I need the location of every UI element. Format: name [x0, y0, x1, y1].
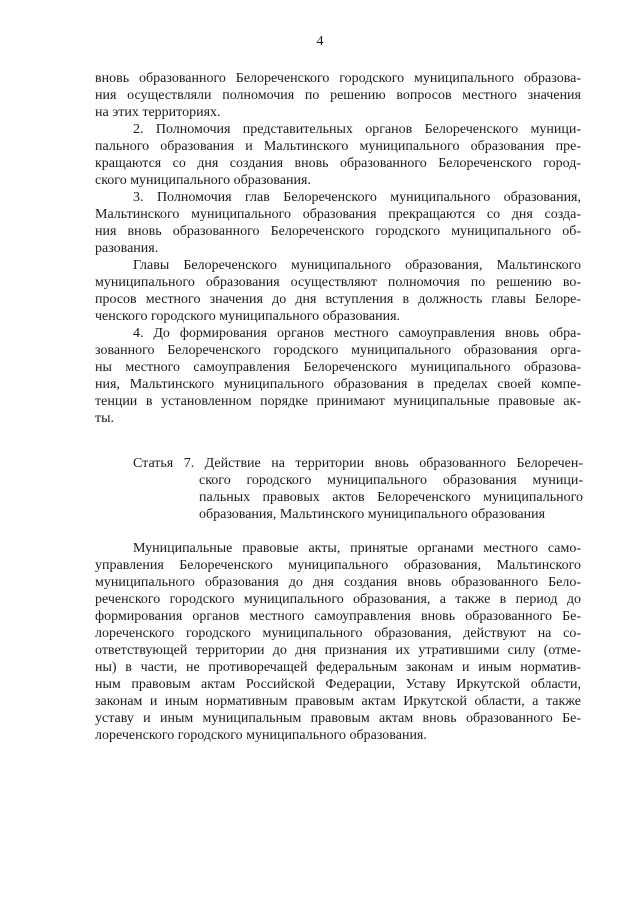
text-line: просов местного значения до дня вступления в должность главы Белоре- [95, 292, 581, 307]
article-7-heading [133, 455, 583, 523]
text-line: ответствующей территории до дня признания их утратившими силу (отме- [95, 643, 581, 658]
text-line: разования. [95, 241, 159, 256]
text-line: вновь образованного Белореченского городского муниципального образова- [95, 71, 581, 86]
text-line: муниципального образования до дня создания вновь образованного Бело- [95, 575, 581, 590]
text-line: законам и иным нормативным правовым актам Иркутской области, а также [95, 694, 581, 709]
text-line: пального образования и Мальтинского муниципального образования пре- [95, 139, 581, 154]
article-heading-line: ского городского муниципального образования муници- [199, 473, 583, 488]
text-line: на этих территориях. [95, 105, 221, 120]
text-line: ния вновь образованного Белореченского городского муниципального об- [95, 224, 581, 239]
text-line: ния осуществляли полномочия по решению вопросов местного значения [95, 88, 581, 103]
text-line: Главы Белореченского муниципального образования, Мальтинского [133, 258, 581, 273]
text-line: муниципального образования осуществляют полномочия по решению во- [95, 275, 581, 290]
text-line: зованного Белореченского городского муниципального образования орга- [95, 343, 581, 358]
article-heading-line: образования, Мальтинского муниципального образования [199, 507, 546, 522]
paragraph-block-lower [95, 540, 581, 744]
text-line: ны) в части, не противоречащей федеральным законам и иным норматив- [95, 660, 581, 675]
text-line: 4. До формирования органов местного самоуправления вновь обра- [133, 326, 581, 341]
text-line: лореченского городского муниципального образования, действуют на со- [95, 626, 581, 641]
text-line: 2. Полномочия представительных органов Белореченского муници- [133, 122, 581, 137]
paragraph-block-upper [95, 70, 581, 427]
text-line: ченского городского муниципального образования. [95, 309, 401, 324]
text-line: ны местного самоуправления Белореченского муниципального образова- [95, 360, 581, 375]
text-line: лореченского городского муниципального образования. [95, 728, 427, 743]
text-line: ным правовым актам Российской Федерации, Уставу Иркутской области, [95, 677, 581, 692]
text-line: Мальтинского муниципального образования прекращаются со дня созда- [95, 207, 581, 222]
page-number: 4 [316, 34, 324, 49]
text-line: ты. [95, 411, 115, 426]
text-line: реченского городского муниципального образования, а также в период до [95, 592, 581, 607]
text-line: ского муниципального образования. [95, 173, 311, 188]
text-line: уставу и иным муниципальным правовым актам вновь образованного Бе- [95, 711, 581, 726]
article-heading-line: Статья 7. Действие на территории вновь образованного Белоречен- [133, 456, 583, 471]
text-line: ния, Мальтинского муниципального образования в пределах своей компе- [95, 377, 581, 392]
text-line: управления Белореченского муниципального образования, Мальтинского [95, 558, 581, 573]
text-line: кращаются со дня создания вновь образованного Белореченского город- [95, 156, 581, 171]
text-line: 3. Полномочия глав Белореченского муниципального образования, [133, 190, 581, 205]
article-heading-line: пальных правовых актов Белореченского муниципального [199, 490, 583, 505]
text-line: тенции в установленном порядке принимают муниципальные правовые ак- [95, 394, 581, 409]
text-line: Муниципальные правовые акты, принятые органами местного само- [133, 541, 581, 556]
text-line: формирования органов местного самоуправления вновь образованного Бе- [95, 609, 581, 624]
